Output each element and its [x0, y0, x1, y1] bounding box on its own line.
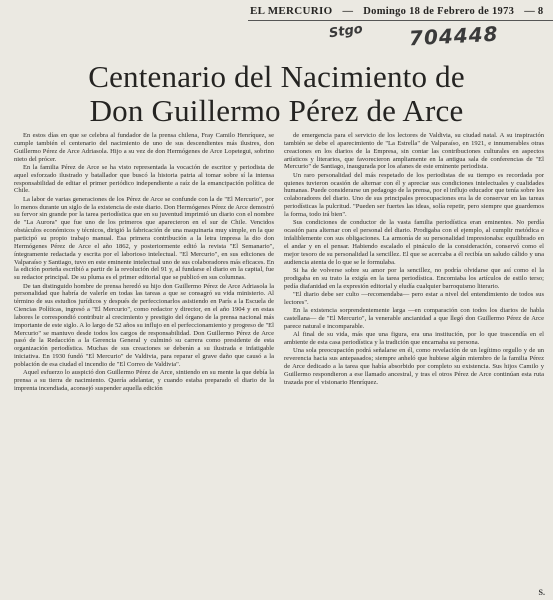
paragraph: En la familia Pérez de Arce se ha visto representada la vocación de escritor y periodista de aquel esforzado ilustrado y batallador que buscó la historia patria al tomar sobre sí la intensa responsabilidad de editar el primer periódico independiente a raíz de la emancipación política de Chile.	[14, 163, 274, 195]
newspaper-name: EL MERCURIO	[250, 5, 333, 17]
paragraph: "El diario debe ser culto —recomendaba— pero estar a nivel del entendimiento de todos sus lectores".	[284, 290, 544, 306]
article-body	[14, 132, 544, 597]
publication-date: Domingo 18 de Febrero de 1973	[363, 5, 515, 17]
paragraph: de emergencia para el servicio de los lectores de Valdivia, su ciudad natal. A su inspiración también se debe el aparecimiento de "La Estrella" de Valparaíso, en 1921, e innumerables otras creaciones en los diarios de la Empresa, sin contar las contribuciones culturales en aspectos artísticos y literarios, que favorecieron ampliamente en la antigua sala de conferencias de "El Mercurio" de Santiago, inaugurada por los afanes de este eminente periodista.	[284, 132, 544, 171]
masthead-rule	[248, 20, 553, 21]
paragraph: Aquel esfuerzo lo auspició don Guillermo Pérez de Arce, sintiendo en su mente la que debía la prensa a su tierra de nacimiento. Quería adelantar, y cuando estaba preparado el diario de la imprenta incendiada, aconsejó suspender aquella edición	[14, 369, 274, 392]
paragraph: Un raro personalidad del más respetado de los periodistas de su tiempo es recordada por quienes tuvieron ocasión de alternar con él y apreciar sus condiciones intelectuales y cualidades humanas. Puede considerarse un pedagogo de la prensa, por el influjo educador que tenía sobre los colaboradores del diario. Uno de sus principales preocupaciones era la de conservar en las tareas periodísticas la pulcritud. "Pueden ser fuertes las ideas, solía repetir, pero siempre que guardemos la forma, todo irá bien".	[284, 171, 544, 218]
article-headline	[20, 60, 533, 128]
paragraph: Una sola preocupación podrá señalarse en él, como revelación de un legítimo orgullo y de un reverencia hacia sus antepasados; siempre anheló que hubiese algún miembro de la familia Pérez de Arce dedicado a la tarea que había absorbido por completo su existencia. Sus hijos Camilo y Guillermo respondieron a ese llamado ancestral, y tras el otros Pérez de Arce continúan esta ruta trazada por el visionario Henríquez.	[284, 347, 544, 386]
handwritten-signature: Stgo	[328, 21, 364, 42]
article-column-right	[284, 132, 544, 597]
paragraph: En la existencia sorprendentemente larga —en comparación con todos los diarios de habla castellana— de "El Mercurio", la venerable ancianidad a que llegó don Guillermo Pérez de Arce parece natural e incomparable.	[284, 307, 544, 330]
paragraph: En estos días en que se celebra al fundador de la prensa chilena, Fray Camilo Henríquez, se cumple también el centenario del nacimiento de uno de sus descendientes más ilustres, don Guillermo Pérez de Arce Adriasola. Hijo a su vez de don Hermógenes de Arce Lopetegui, sobrino nieto del prócer.	[14, 132, 274, 163]
paragraph: Sus condiciones de conductor de la vasta familia periodística eran eminentes. No perdía ocasión para alternar con el personal del diario. Prodigaba con el ejemplo, al cumplir metódica e infaliblemente con sus obligaciones. La armonía de su personalidad impresionaba: equilibrado en el andar y en el pensar. Habiendo escalado el pináculo de la consideración, conservó como el mejor tesoro de su personalidad la sencillez. El que se acercaba a él recibía un saludo cálido y una audiencia atenta de lo que se le formulaba.	[284, 219, 544, 266]
paragraph: Al final de su vida, más que una figura, era una institución, por lo que trascendía en el ambiente de esta casa periodística y la tradición que encarnaba su persona.	[284, 331, 544, 346]
handwritten-archive-code: 704448	[408, 21, 500, 51]
headline-line-1: Centenario del Nacimiento de	[88, 59, 465, 94]
article-end-mark: S.	[538, 588, 545, 597]
paragraph: De tan distinguido hombre de prensa heredó su hijo don Guillermo Pérez de Arce Adriasola la personalidad que habría de valerle en todas las tareas a que se consagró su vida ministerio. Al término de sus estudios jurídicos y después de perfeccionarlos asistiendo en París a la Escuela de Ciencias Políticas, ingresó a "El Mercurio", como redactor y director, en el año 1904 y en estas labores le correspondió contribuir al crecimiento y prestigio del órgano de la prensa nacional más importante de este siglo. A lo largo de 52 años su influjo en el perfeccionamiento y progreso de "El Mercurio" se mantuvo desde todos los cargos de responsabilidad. Don Guillermo Pérez de Arce pasó de la Redacción a la Gerencia General y culminó su carrera como presidente de esta organización periodística. Muchas de sus creaciones se deberán a su ilustrada e infatigable iniciativa. En 1930 fundó "El Mercurio" de Valdivia, para reparar el grave daño que causó a la población de esa ciudad el incendio de "El Correo de Valdivia".	[14, 282, 274, 368]
page-marker: — 8	[524, 5, 544, 17]
paragraph: La labor de varias generaciones de los Pérez de Arce se confunde con la de "El Mercurio", por lo menos durante un siglo de la existencia de este diario. Don Hermógenes Pérez de Arce demostró su fervor sin grande por la tarea periodística que en su juventud imprimió un diario con el nombre de "La Aurora" que fue uno de los primeros que aparecieron en el sur de Chile. Vencidos obstáculos económicos y técnicos, dirigió la fabricación de una maquinaria muy simple, en la que participó su propio trabajo manual. Esa primera contribución a la letra impresa la dio don Hermógenes Pérez de Arce el año 1862, y posteriormente editó la revista "El Semanario", íntegramente redactada y escrita por el laborioso intelectual. "El Mercurio", en sus ediciones de Valparaíso y Santiago, tuvo en este eminente intelectual uno de sus colaboradores más eficaces. En la edición porteña escribió a partir de la revolución del 91 y, al fundarse el diario en la capital, fue su redactor principal. De su pluma es el primer editorial que se publicó en sus columnas.	[14, 195, 274, 282]
masthead-separator: —	[342, 5, 354, 17]
headline-line-2: Don Guillermo Pérez de Arce	[89, 93, 464, 128]
article-column-left	[14, 132, 274, 597]
masthead	[250, 4, 549, 18]
paragraph: Si ha de volverse sobre su amor por la sencillez, no podría olvidarse que así como el la prodigaba en su trato la exigía en la tarea periodística. Encomiaba los artículos de estilo terso; pedía diafanidad en la expresión editorial y eludía cualquier barroquismo literario.	[284, 266, 544, 290]
